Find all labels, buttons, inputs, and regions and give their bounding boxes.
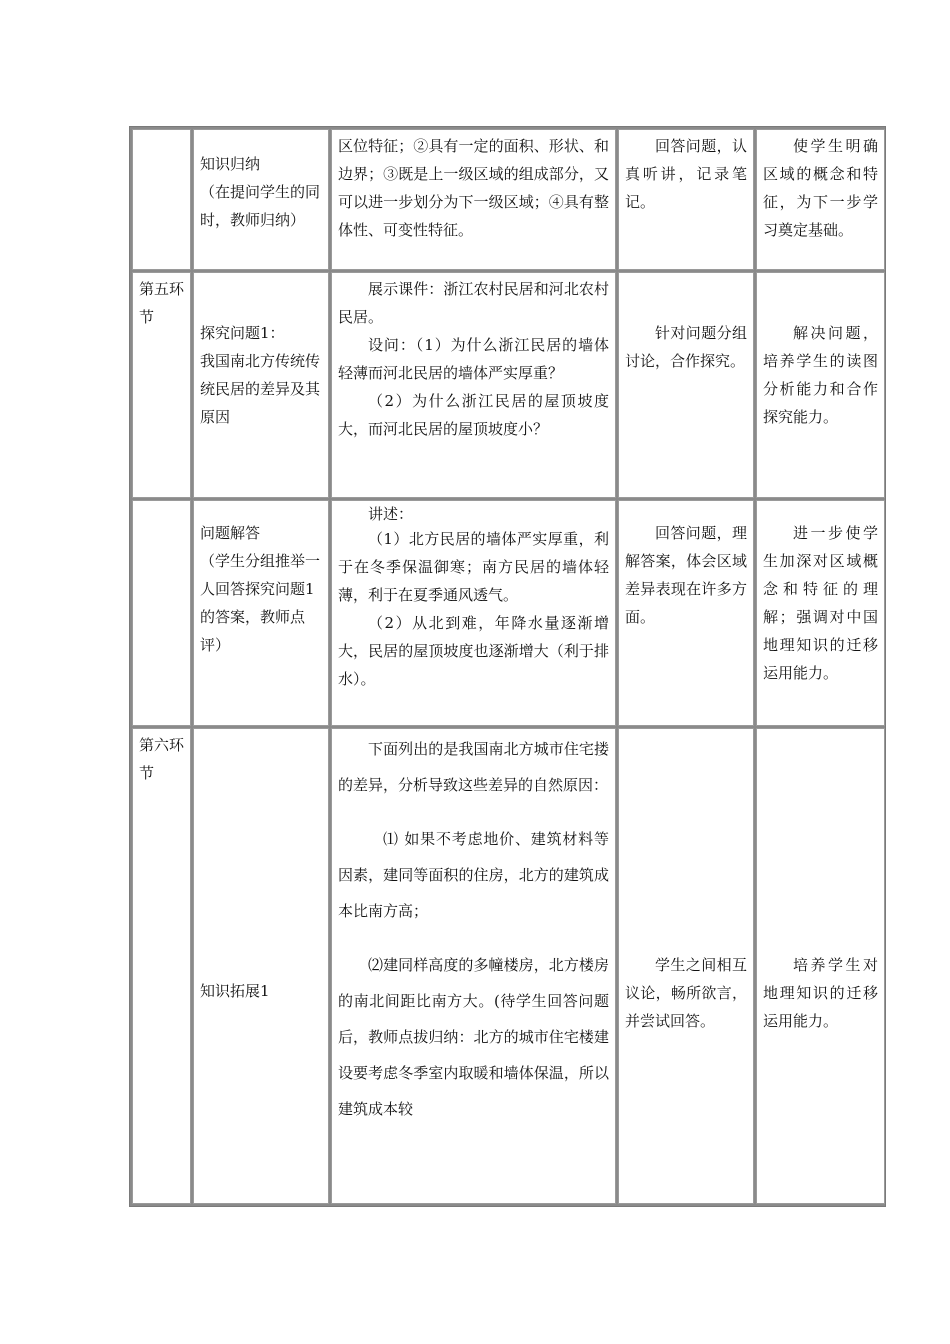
- row2-stage-cell: [132, 272, 191, 498]
- row3-purpose: 进一步使学生加深对区域概念和特征的理解；强调对中国地理知识的迁移运用能力。: [763, 524, 878, 682]
- row3-content-2: （1）北方民居的墙体严实厚重，利于在冬季保温御寒；南方民居的墙体轻薄，利于在夏季通风透气。: [338, 530, 609, 604]
- row4-student-cell: [618, 728, 754, 1204]
- row1-topic-note: （在提问学生的同时，教师归纳）: [200, 183, 321, 229]
- row1-content-text: 区位特征；②具有一定的面积、形状、和边界；③既是上一级区域的组成部分，又可以进一步划分为下一级区域；④具有整体性、可变性特征。: [338, 137, 609, 239]
- row1-topic-title: 知识归纳: [200, 155, 261, 173]
- row4-topic-title: 知识拓展1: [200, 982, 270, 1000]
- row3-student-activity: 回答问题，理解答案，体会区域差异表现在许多方面。: [625, 524, 747, 626]
- row4-content-cell: [331, 728, 616, 1204]
- row1-student-cell: [618, 129, 754, 270]
- row3-content-cell: [331, 500, 616, 726]
- row4-content-3: ⑵建同样高度的多幢楼房，北方楼房的南北间距比南方大。(待学生回答问题后，教师点拔归纳：北方的城市住宅楼建设要考虑冬季室内取暖和墙体保温，所以建筑成本较: [338, 956, 609, 1118]
- row3-content-3: （2）从北到难，年降水量逐渐增大，民居的屋顶坡度也逐渐增大（利于排水）。: [338, 614, 609, 688]
- row2-content-cell: [331, 272, 616, 498]
- row4-topic-cell: [193, 728, 329, 1204]
- row3-stage-cell: [132, 500, 191, 726]
- row1-topic-cell: [193, 129, 329, 270]
- row2-topic-title: 探究问题1：: [200, 324, 285, 342]
- row3-student-cell: [618, 500, 754, 726]
- row4-content-2: ⑴ 如果不考虑地价、建筑材料等因素，建同等面积的住房，北方的建筑成本比南方高；: [338, 830, 609, 920]
- row3-content-1: 讲述：: [368, 505, 414, 523]
- row1-purpose-cell: [756, 129, 885, 270]
- lesson-plan-table: [129, 126, 886, 1207]
- row3-topic-title: 问题解答: [200, 524, 261, 542]
- row2-stage: 第五环节: [139, 280, 185, 326]
- row2-content-1: 展示课件：浙江农村民居和河北农村民居。: [338, 280, 609, 326]
- row4-content-1: 下面列出的是我国南北方城市住宅搂的差异，分析导致这些差异的自然原因：: [338, 740, 609, 794]
- row2-topic-note: 我国南北方传统传统民居的差异及其原因: [200, 352, 321, 426]
- row3-topic-cell: [193, 500, 329, 726]
- row2-content-2: 设问：（1）为什么浙江民居的墙体轻薄而河北民居的墙体严实厚重？: [338, 336, 609, 382]
- row1-content-cell: [331, 129, 616, 270]
- row4-purpose: 培养学生对地理知识的迁移运用能力。: [763, 956, 878, 1030]
- row2-purpose: 解决问题，培养学生的读图分析能力和合作探究能力。: [763, 324, 878, 426]
- row1-purpose: 使学生明确区域的概念和特征，为下一步学习奠定基础。: [763, 137, 878, 239]
- row2-student-activity: 针对问题分组讨论，合作探究。: [625, 324, 747, 370]
- row4-stage: 第六环节: [139, 736, 185, 782]
- row1-stage-cell: [132, 129, 191, 270]
- row2-content-3: （2）为什么浙江民居的屋顶坡度大，而河北民居的屋顶坡度小？: [338, 392, 609, 438]
- row4-student-activity: 学生之间相互议论，畅所欲言，并尝试回答。: [625, 956, 747, 1030]
- row1-student-activity: 回答问题，认真听讲，记录笔记。: [625, 137, 747, 211]
- row2-topic-cell: [193, 272, 329, 498]
- row3-topic-note: （学生分组推举一人回答探究问题1的答案，教师点评）: [200, 552, 321, 654]
- row2-purpose-cell: [756, 272, 885, 498]
- row4-purpose-cell: [756, 728, 885, 1204]
- row3-purpose-cell: [756, 500, 885, 726]
- row2-student-cell: [618, 272, 754, 498]
- row4-stage-cell: [132, 728, 191, 1204]
